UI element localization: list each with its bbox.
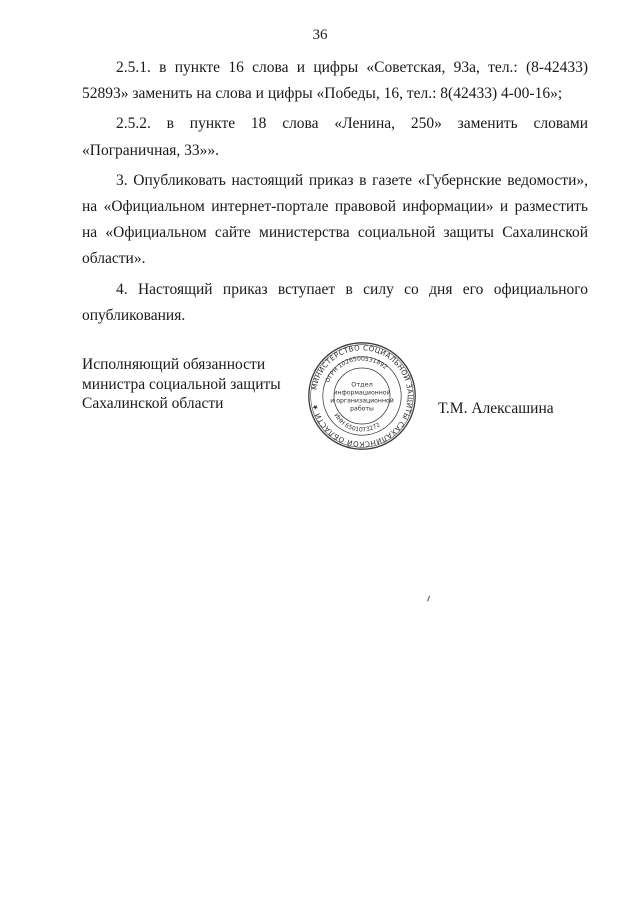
document-body <box>82 55 588 333</box>
seal-center-line-3: и организационной <box>330 397 394 405</box>
seal-center-line-4: работы <box>350 405 374 413</box>
seal-inn-text: ИНН 6501073272 <box>332 412 382 434</box>
paragraph-3: 3. Опубликовать настоящий приказ в газете «Губернские ведомости», на «Официальном интернет-портале правовой информации» и разместить на «Официальном сайте министерства социальной защиты Сахалинской области». <box>82 171 588 268</box>
page-number: 36 <box>312 27 328 43</box>
signer-name: Т.М. Алексашина <box>438 400 554 417</box>
scan-speck <box>427 595 433 602</box>
paragraph-2-5-1: 2.5.1. в пункте 16 слова и цифры «Советская, 93а, тел.: (8-42433) 52893» заменить на слова и цифры «Победы, 16, тел.: 8(42433) 4-00-16»; <box>82 59 588 103</box>
paragraph-2-5-2: 2.5.2. в пункте 18 слова «Ленина, 250» заменить словами «Пограничная, 33»». <box>82 115 588 159</box>
seal-ogrn-text: ОГРН 1026500531892 <box>324 355 389 384</box>
seal-center-line-1: Отдел <box>351 380 373 389</box>
position-line-1: Исполняющий обязанности <box>82 356 266 373</box>
position-line-2: министра социальной защиты <box>82 375 281 393</box>
paragraph-4: 4. Настоящий приказ вступает в силу со дня его официального опубликования. <box>82 280 588 324</box>
position-line-3: Сахалинской области <box>82 395 224 412</box>
official-seal <box>306 340 418 452</box>
seal-center-line-2: информационной <box>333 389 391 397</box>
signatory-position <box>82 355 281 414</box>
seal-outer-text: МИНИСТЕРСТВО СОЦИАЛЬНОЙ ЗАЩИТЫ САХАЛИНСКОЙ ОБЛАСТИ ★ <box>309 343 415 449</box>
